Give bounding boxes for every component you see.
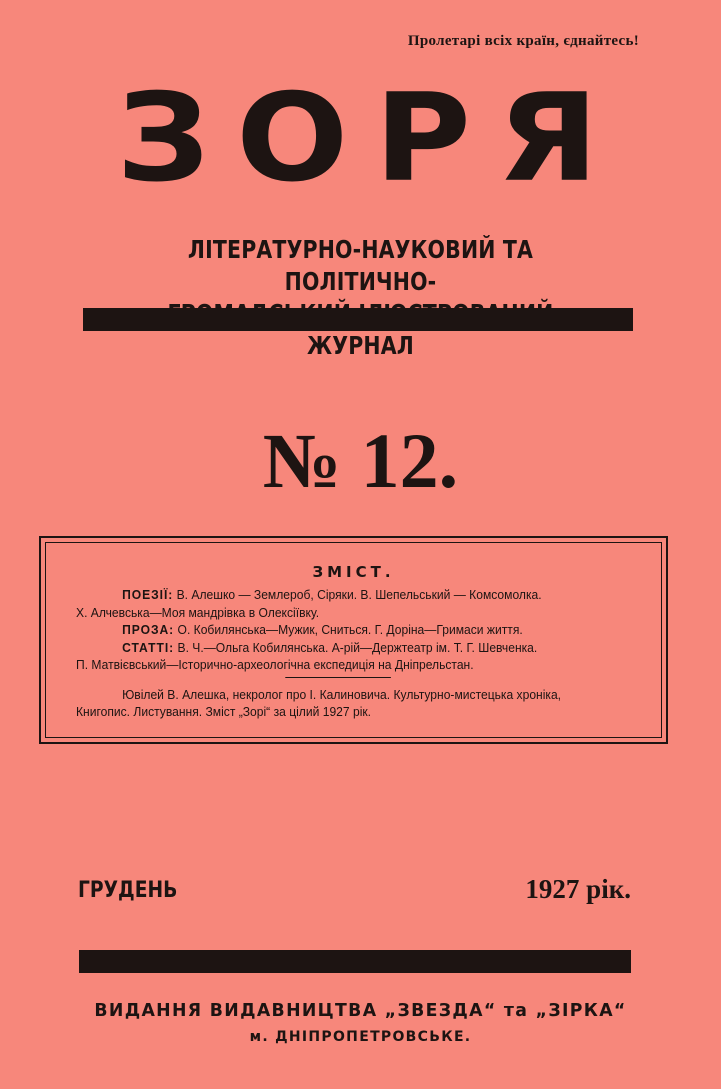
toc-inner-frame xyxy=(45,542,662,738)
top-divider-bar xyxy=(83,308,633,331)
issue-number: № 12. xyxy=(262,417,459,504)
publisher-line: ВИДАННЯ ВИДАВНИЦТВА „ЗВЕЗДА“ та „ЗІРКА“ xyxy=(94,1000,627,1021)
toc-articles-text-1: В. Ч.—Ольга Кобилянська. А-рій—Держтеатр ім. Т. Г. Шевченка. xyxy=(177,640,538,655)
issue-year: 1927 рік. xyxy=(525,874,631,904)
toc-lines xyxy=(76,587,622,722)
toc-articles-label: СТАТТІ: xyxy=(122,640,175,655)
toc-prose-text: О. Кобилянська—Мужик, Сниться. Г. Доріна—Гримаси життя. xyxy=(177,623,523,637)
publisher-city: м. ДНІПРОПЕТРОВСЬКЕ. xyxy=(249,1029,472,1045)
toc-prose-label: ПРОЗА: xyxy=(122,623,175,637)
toc-poetry-line-1 xyxy=(76,587,622,605)
toc-prose-line xyxy=(76,622,622,640)
toc-heading: ЗМІСТ. xyxy=(312,563,395,581)
issue-month: ГРУДЕНЬ xyxy=(78,878,178,903)
table-of-contents xyxy=(39,536,668,744)
toc-poetry-text-1: В. Алешко — Землероб, Сіряки. В. Шепельський — Комсомолка. xyxy=(176,588,542,602)
toc-articles-line-1 xyxy=(76,640,622,658)
toc-misc-line-2: Книгопис. Листування. Зміст „Зорі“ за цілий 1927 рік. xyxy=(76,705,372,719)
magazine-title: ЗОРЯ xyxy=(116,67,625,210)
toc-divider xyxy=(285,677,391,678)
subtitle-line-1: ЛІТЕРАТУРНО-НАУКОВИЙ ТА ПОЛІТИЧНО- xyxy=(187,235,534,296)
subtitle-line-2: ЖУРНАЛ xyxy=(307,331,414,360)
toc-poetry-label: ПОЕЗІЇ: xyxy=(122,588,174,602)
toc-articles-line-2: П. Матвієвський—Історично-археологічна експедиція на Дніпрельстан. xyxy=(76,658,474,672)
toc-poetry-line-2: Х. Алчевська—Моя мандрівка в Олексіївку. xyxy=(76,605,320,620)
bottom-divider-bar xyxy=(79,950,631,973)
slogan: Пролетарі всіх країн, єднайтесь! xyxy=(407,33,639,49)
toc-misc-line-1: Ювілей В. Алешка, некролог про І. Калиновича. Культурно-мистецька хроніка, xyxy=(122,687,562,702)
magazine-subtitle xyxy=(114,234,607,362)
